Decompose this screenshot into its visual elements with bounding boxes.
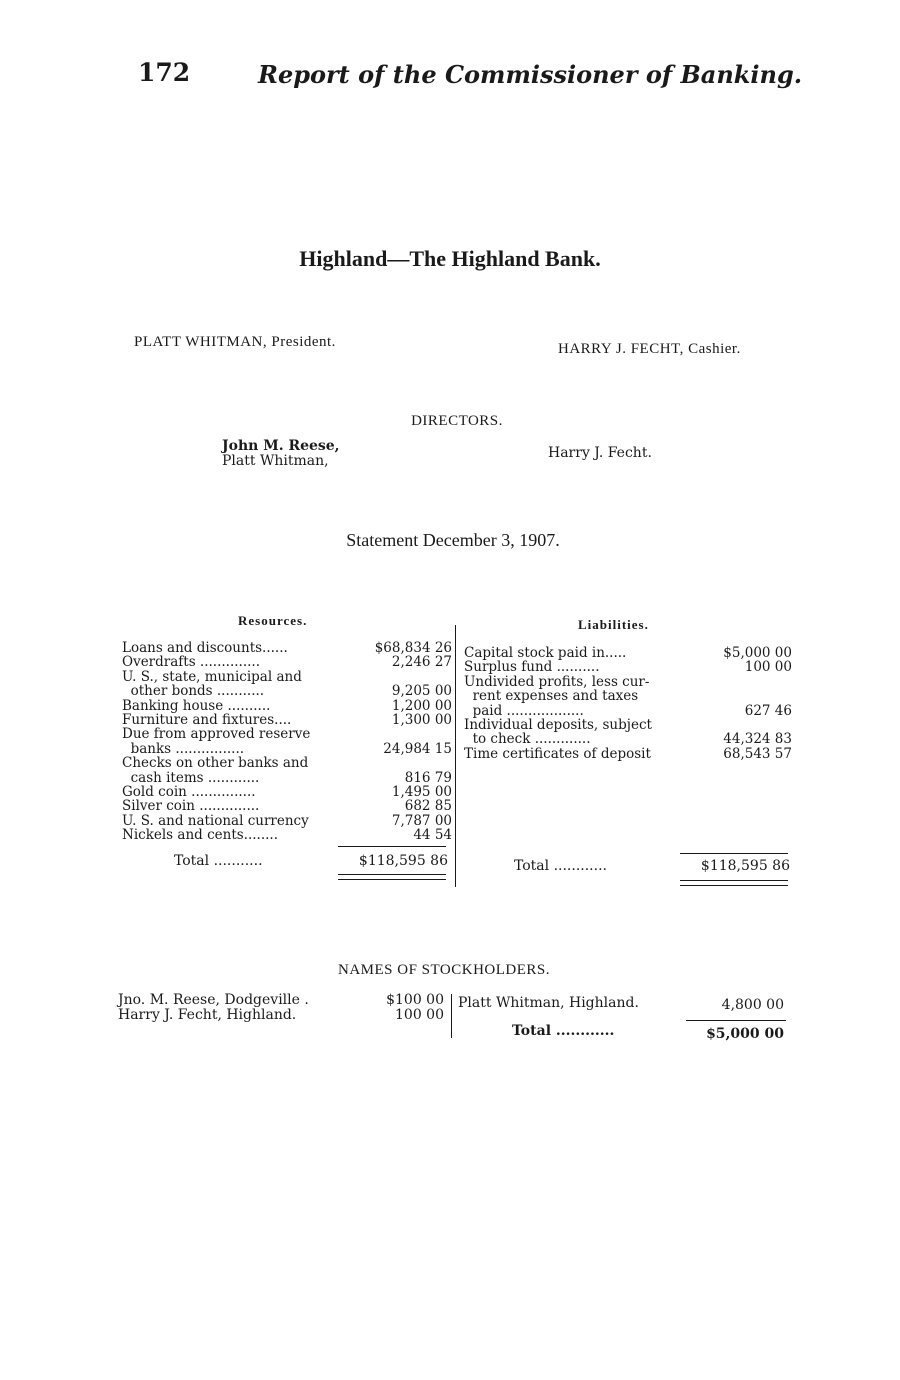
liability-label: paid .................. [464, 702, 584, 719]
resource-label: cash items ............ [122, 769, 260, 786]
resources-row [122, 727, 454, 741]
column-divider [455, 625, 456, 887]
resource-amount: 1,200 00 [391, 697, 452, 714]
resource-label: Loans and discounts...... [122, 640, 288, 656]
resource-amount: 24,984 15 [383, 740, 452, 757]
liabilities-heading: Liabilities. [578, 617, 649, 632]
liabilities-row [464, 732, 794, 746]
resource-amount: 816 79 [404, 769, 452, 786]
stockholder-amount: 4,800 00 [721, 997, 784, 1013]
resources-list [122, 641, 454, 843]
resource-amount: 44 54 [413, 827, 452, 844]
page-number: 172 [138, 58, 191, 87]
stockholder-name: Harry J. Fecht, Highland. [118, 1007, 297, 1023]
resources-row [122, 684, 454, 698]
resources-row [122, 771, 454, 785]
stockholder-amount: $100 00 [386, 992, 444, 1008]
liabilities-row [464, 747, 794, 761]
resource-amount [352, 727, 452, 741]
subtotal-rule [686, 1020, 786, 1021]
resource-amount: 2,246 27 [391, 654, 452, 671]
subtotal-rule [680, 853, 788, 854]
resource-label: Overdrafts .............. [122, 654, 260, 671]
stockholders-total-label: Total ............ [512, 1023, 615, 1039]
resource-label: Banking house .......... [122, 697, 271, 714]
resource-amount: 7,787 00 [391, 812, 452, 829]
liability-label: Surplus fund .......... [464, 659, 600, 676]
liabilities-row [464, 646, 794, 660]
liabilities-row [464, 660, 794, 674]
liability-label: Individual deposits, subject [464, 717, 652, 734]
resource-label: Nickels and cents........ [122, 827, 279, 844]
liability-label: rent expenses and taxes [464, 688, 639, 705]
resource-amount: 1,300 00 [391, 712, 452, 729]
resources-row [122, 814, 454, 828]
cashier-name: HARRY J. FECHT, Cashier. [558, 341, 741, 357]
liabilities-row [464, 675, 794, 689]
resource-label: Checks on other banks and [122, 755, 309, 772]
resource-label: U. S. and national currency [122, 812, 309, 829]
resource-label: Gold coin ............... [122, 784, 256, 801]
statement-title: Statement December 3, 1907. [346, 530, 560, 550]
resources-row [122, 641, 454, 655]
resources-row [122, 699, 454, 713]
subtotal-rule [338, 846, 446, 847]
resources-row [122, 785, 454, 799]
stockholders-total-amount: $5,000 00 [706, 1026, 784, 1042]
liabilities-total-label: Total ............ [514, 858, 607, 874]
bank-title: Highland—The Highland Bank. [299, 246, 601, 271]
resource-label: banks ................ [122, 740, 245, 757]
resources-row [122, 799, 454, 813]
liability-amount: 627 46 [744, 702, 792, 719]
liability-amount: 68,543 57 [723, 745, 792, 762]
liabilities-row [464, 718, 794, 732]
directors-heading: DIRECTORS. [411, 413, 503, 429]
director-name: John M. Reese, [222, 438, 340, 454]
president-name: PLATT WHITMAN, President. [134, 334, 336, 350]
resource-label: Silver coin .............. [122, 798, 260, 815]
resources-row [122, 756, 454, 770]
liability-amount: 44,324 83 [723, 731, 792, 748]
liabilities-list [464, 646, 794, 761]
liabilities-total-amount: $118,595 86 [700, 858, 790, 874]
stockholder-name: Jno. M. Reese, Dodgeville . [118, 992, 309, 1008]
column-divider [451, 994, 452, 1038]
resource-label: other bonds ........... [122, 683, 265, 700]
liability-label: to check ............. [464, 731, 591, 748]
resource-amount [352, 756, 452, 770]
director-name: Platt Whitman, [222, 453, 329, 469]
resource-amount: 682 85 [404, 798, 452, 815]
total-double-rule [680, 880, 788, 881]
liability-amount [694, 675, 792, 689]
resources-row [122, 655, 454, 669]
resource-amount: $68,834 26 [374, 640, 452, 656]
resources-heading: Resources. [238, 613, 308, 628]
resources-total-amount: $118,595 86 [358, 853, 448, 869]
liability-amount [694, 689, 792, 703]
resource-amount: 9,205 00 [391, 683, 452, 700]
resource-amount: 1,495 00 [391, 784, 452, 801]
liability-amount [694, 718, 792, 732]
running-title: Report of the Commissioner of Banking. [258, 60, 803, 89]
director-name: Harry J. Fecht. [548, 445, 652, 461]
liabilities-row [464, 704, 794, 718]
resources-row [122, 670, 454, 684]
resource-label: Furniture and fixtures.... [122, 712, 292, 729]
resources-row [122, 742, 454, 756]
stockholder-amount: 100 00 [395, 1007, 444, 1023]
liability-label: Time certificates of deposit [464, 745, 651, 762]
total-double-rule [338, 874, 446, 875]
liability-label: Undivided profits, less cur- [464, 673, 650, 690]
total-double-rule [338, 879, 446, 880]
resource-label: Due from approved reserve [122, 726, 311, 743]
resource-amount [352, 670, 452, 684]
resources-row [122, 828, 454, 842]
liability-amount: $5,000 00 [723, 645, 792, 661]
stockholders-heading: NAMES OF STOCKHOLDERS. [337, 962, 550, 978]
liability-amount: 100 00 [744, 659, 792, 676]
liabilities-row [464, 689, 794, 703]
stockholder-name: Platt Whitman, Highland. [458, 995, 639, 1011]
total-double-rule [680, 885, 788, 886]
liability-label: Capital stock paid in..... [464, 645, 627, 661]
resource-label: U. S., state, municipal and [122, 668, 302, 685]
resources-total-label: Total ........... [174, 853, 263, 869]
resources-row [122, 713, 454, 727]
